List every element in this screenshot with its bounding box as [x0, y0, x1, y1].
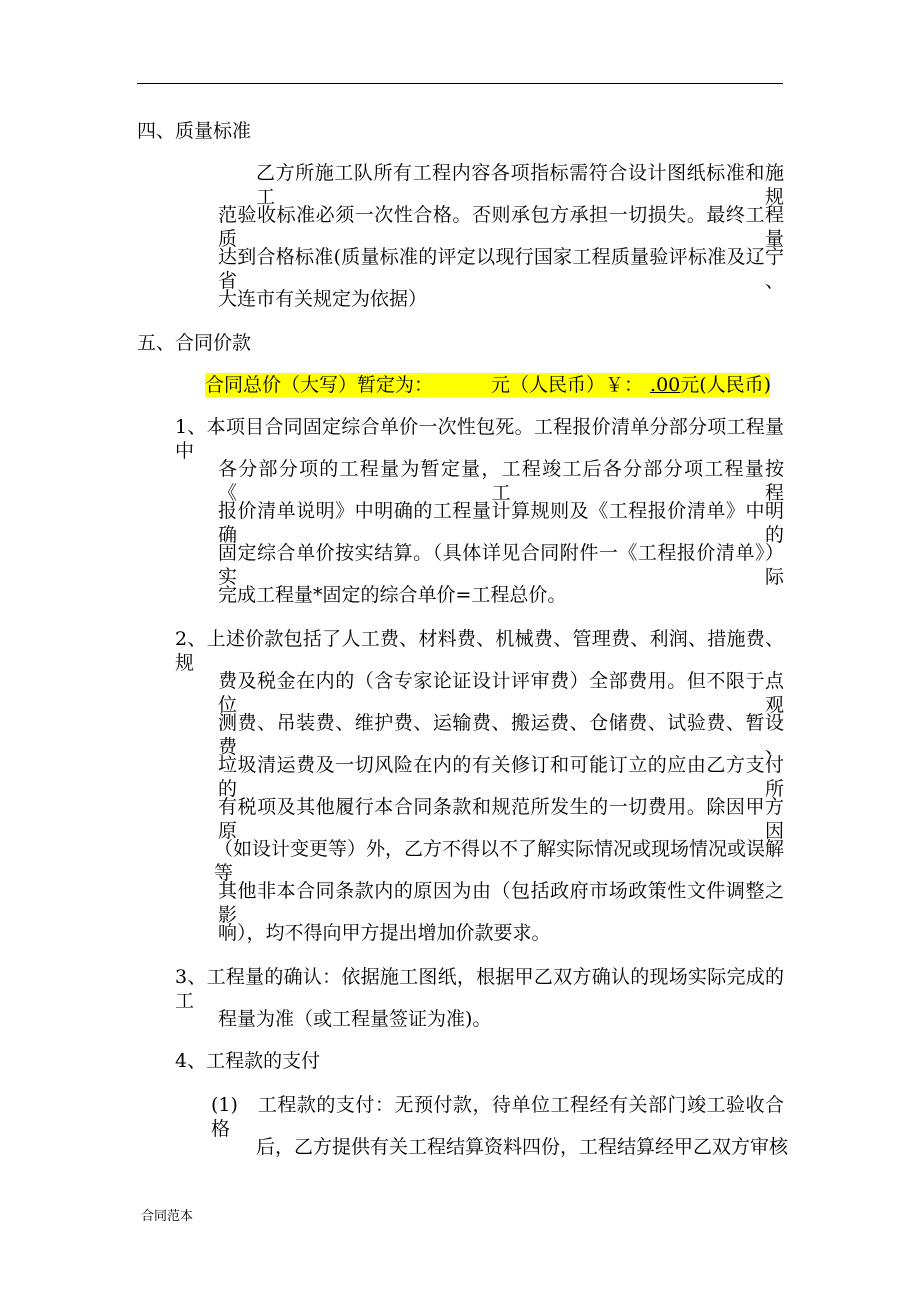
- item-4-1-line: (1) 工程款的支付：无预付款，待单位工程经有关部门竣工验收合格: [211, 1094, 784, 1140]
- item-1-line: 各分部分项的工程量为暂定量，工程竣工后各分部分项工程量按《工程: [218, 458, 784, 504]
- item-2-line: （如设计变更等）外，乙方不得以不了解实际情况或现场情况或误解等: [214, 838, 785, 884]
- paragraph-line: 乙方所施工队所有工程内容各项指标需符合设计图纸标准和施工规: [256, 162, 784, 208]
- total-price-yuan: 元（人民币）￥：: [491, 374, 644, 396]
- item-1-line: 固定综合单价按实结算。（具体详见合同附件一《工程报价清单》）实际: [218, 542, 784, 588]
- item-2-line: 其他非本合同条款内的原因为由（包括政府市场政策性文件调整之影: [218, 880, 784, 926]
- item-2-line: 垃圾清运费及一切风险在内的有关修订和可能订立的应由乙方支付的所: [218, 754, 784, 800]
- item-1-line: 完成工程量*固定的综合单价=工程总价。: [218, 584, 567, 606]
- item-4-heading: 4、工程款的支付: [175, 1050, 321, 1072]
- total-price-label: 合同总价（大写）暂定为：: [205, 374, 434, 396]
- paragraph-line: 范验收标准必须一次性合格。否则承包方承担一切损失。最终工程质量: [218, 204, 784, 250]
- item-2-line: 有税项及其他履行本合同条款和规范所发生的一切费用。除因甲方原因: [218, 796, 784, 842]
- section-4-heading: 四、质量标准: [137, 120, 252, 142]
- total-price-currency: 元(人民币): [680, 374, 772, 396]
- item-2-line: 测费、吊装费、维护费、运输费、搬运费、仓储费、试验费、暂设费、: [218, 712, 784, 758]
- item-3-line: 3、工程量的确认：依据施工图纸，根据甲乙双方确认的现场实际完成的工: [175, 966, 784, 1012]
- header-rule: [137, 83, 783, 84]
- item-2-line: 费及税金在内的（含专家论证设计评审费）全部费用。但不限于点位观: [218, 670, 784, 716]
- item-3-line: 程量为准（或工程量签证为准)。: [218, 1008, 492, 1030]
- total-price-amount: .00: [650, 374, 681, 396]
- item-1-line: 报价清单说明》中明确的工程量计算规则及《工程报价清单》中明确的: [218, 500, 784, 546]
- item-4-1-line: 后，乙方提供有关工程结算资料四份，工程结算经甲乙双方审核: [256, 1136, 789, 1158]
- item-2-line: 2、上述价款包括了人工费、材料费、机械费、管理费、利润、措施费、规: [175, 628, 784, 674]
- paragraph-line: 大连市有关规定为依据）: [218, 288, 428, 310]
- item-2-line: 响），均不得向甲方提出增加价款要求。: [218, 922, 551, 944]
- section-5-heading: 五、合同价款: [137, 332, 252, 354]
- item-1-line: 1、本项目合同固定综合单价一次性包死。工程报价清单分部分项工程量中: [175, 416, 784, 462]
- paragraph-line: 达到合格标准(质量标准的评定以现行国家工程质量验评标准及辽宁省、: [218, 246, 784, 292]
- page-footer: 合同范本: [141, 1209, 194, 1224]
- contract-total-price-line: [205, 373, 770, 397]
